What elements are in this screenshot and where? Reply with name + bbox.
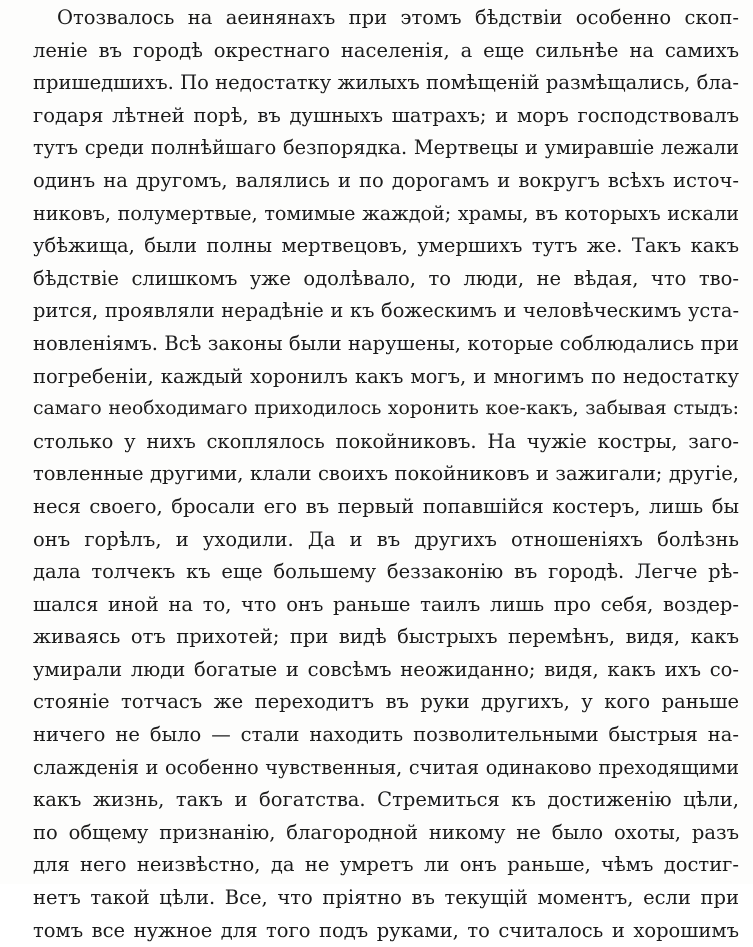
text-line: слажденія и особенно чувственныя, считая одинаково преходящими — [33, 755, 739, 779]
text-line: томъ все нужное для того подъ руками, то считалось и хорошимъ — [33, 918, 739, 942]
text-line: умирали люди богатые и совсѣмъ неожиданно; видя, какъ ихъ со- — [33, 657, 739, 681]
text-line: неся своего, бросали его въ первый попавшійся костеръ, лишь бы — [33, 494, 739, 518]
text-line: столько у нихъ скоплялось покойниковъ. На чужіе костры, заго- — [33, 429, 739, 453]
text-line: товленные другими, клали своихъ покойниковъ и зажигали; другіе, — [33, 462, 739, 486]
text-line: убѣжища, были полны мертвецовъ, умершихъ тутъ же. Такъ какъ — [33, 234, 739, 258]
text-line: самаго необходимаго приходилось хоронить кое-какъ, забывая стыдъ: — [33, 398, 739, 420]
text-line: по общему признанію, благородной никому не было охоты, разъ — [33, 820, 739, 844]
text-line: онъ горѣлъ, и уходили. Да и въ другихъ отношеніяхъ болѣзнь — [33, 527, 739, 551]
text-line: пришедшихъ. По недостатку жилыхъ помѣщеній размѣщались, бла- — [33, 71, 739, 95]
body-paragraph — [33, 2, 739, 947]
text-line: дала толчекъ къ еще большему беззаконію въ городѣ. Легче рѣ- — [33, 560, 739, 584]
text-line: нетъ такой цѣли. Все, что пріятно въ текущій моментъ, если при — [33, 886, 739, 910]
text-line: леніе въ городѣ окрестнаго населенія, а еще сильнѣе на самихъ — [33, 38, 739, 62]
text-line: бѣдствіе слишкомъ уже одолѣвало, то люди, не вѣдая, что тво- — [33, 266, 739, 290]
text-line: никовъ, полумертвые, томимые жаждой; храмы, въ которыхъ искали — [33, 201, 739, 225]
text-line: для него неизвѣстно, да не умретъ ли онъ раньше, чѣмъ достиг- — [33, 853, 739, 877]
text-line: погребеніи, каждый хоронилъ какъ могъ, и многимъ по недостатку — [33, 364, 739, 388]
text-line: живаясь отъ прихотей; при видѣ быстрыхъ перемѣнъ, видя, какъ — [33, 625, 739, 649]
text-line: тутъ среди полнѣйшаго безпорядка. Мертвецы и умиравшіе лежали — [33, 136, 739, 160]
text-line: какъ жизнь, такъ и богатства. Стремиться къ достиженію цѣли, — [33, 788, 739, 812]
text-line: годаря лѣтней порѣ, въ душныхъ шатрахъ; и моръ господствовалъ — [33, 103, 739, 127]
text-line: рится, проявляли нерадѣніе и къ божескимъ и человѣческимъ уста- — [33, 299, 739, 323]
text-line: ничего не было — стали находить позволительными быстрыя на- — [33, 723, 739, 747]
text-line: одинъ на другомъ, валялись и по дорогамъ и вокругъ всѣхъ источ- — [33, 168, 739, 192]
text-line: стояніе тотчасъ же переходитъ въ руки другихъ, у кого раньше — [33, 690, 739, 714]
text-line: Отозвалось на аеинянахъ при этомъ бѣдствіи особенно скоп- — [57, 6, 739, 29]
text-line: новленіямъ. Всѣ законы были нарушены, которые соблюдались при — [33, 331, 739, 355]
text-line: шался иной на то, что онъ раньше таилъ лишь про себя, воздер- — [33, 592, 739, 616]
